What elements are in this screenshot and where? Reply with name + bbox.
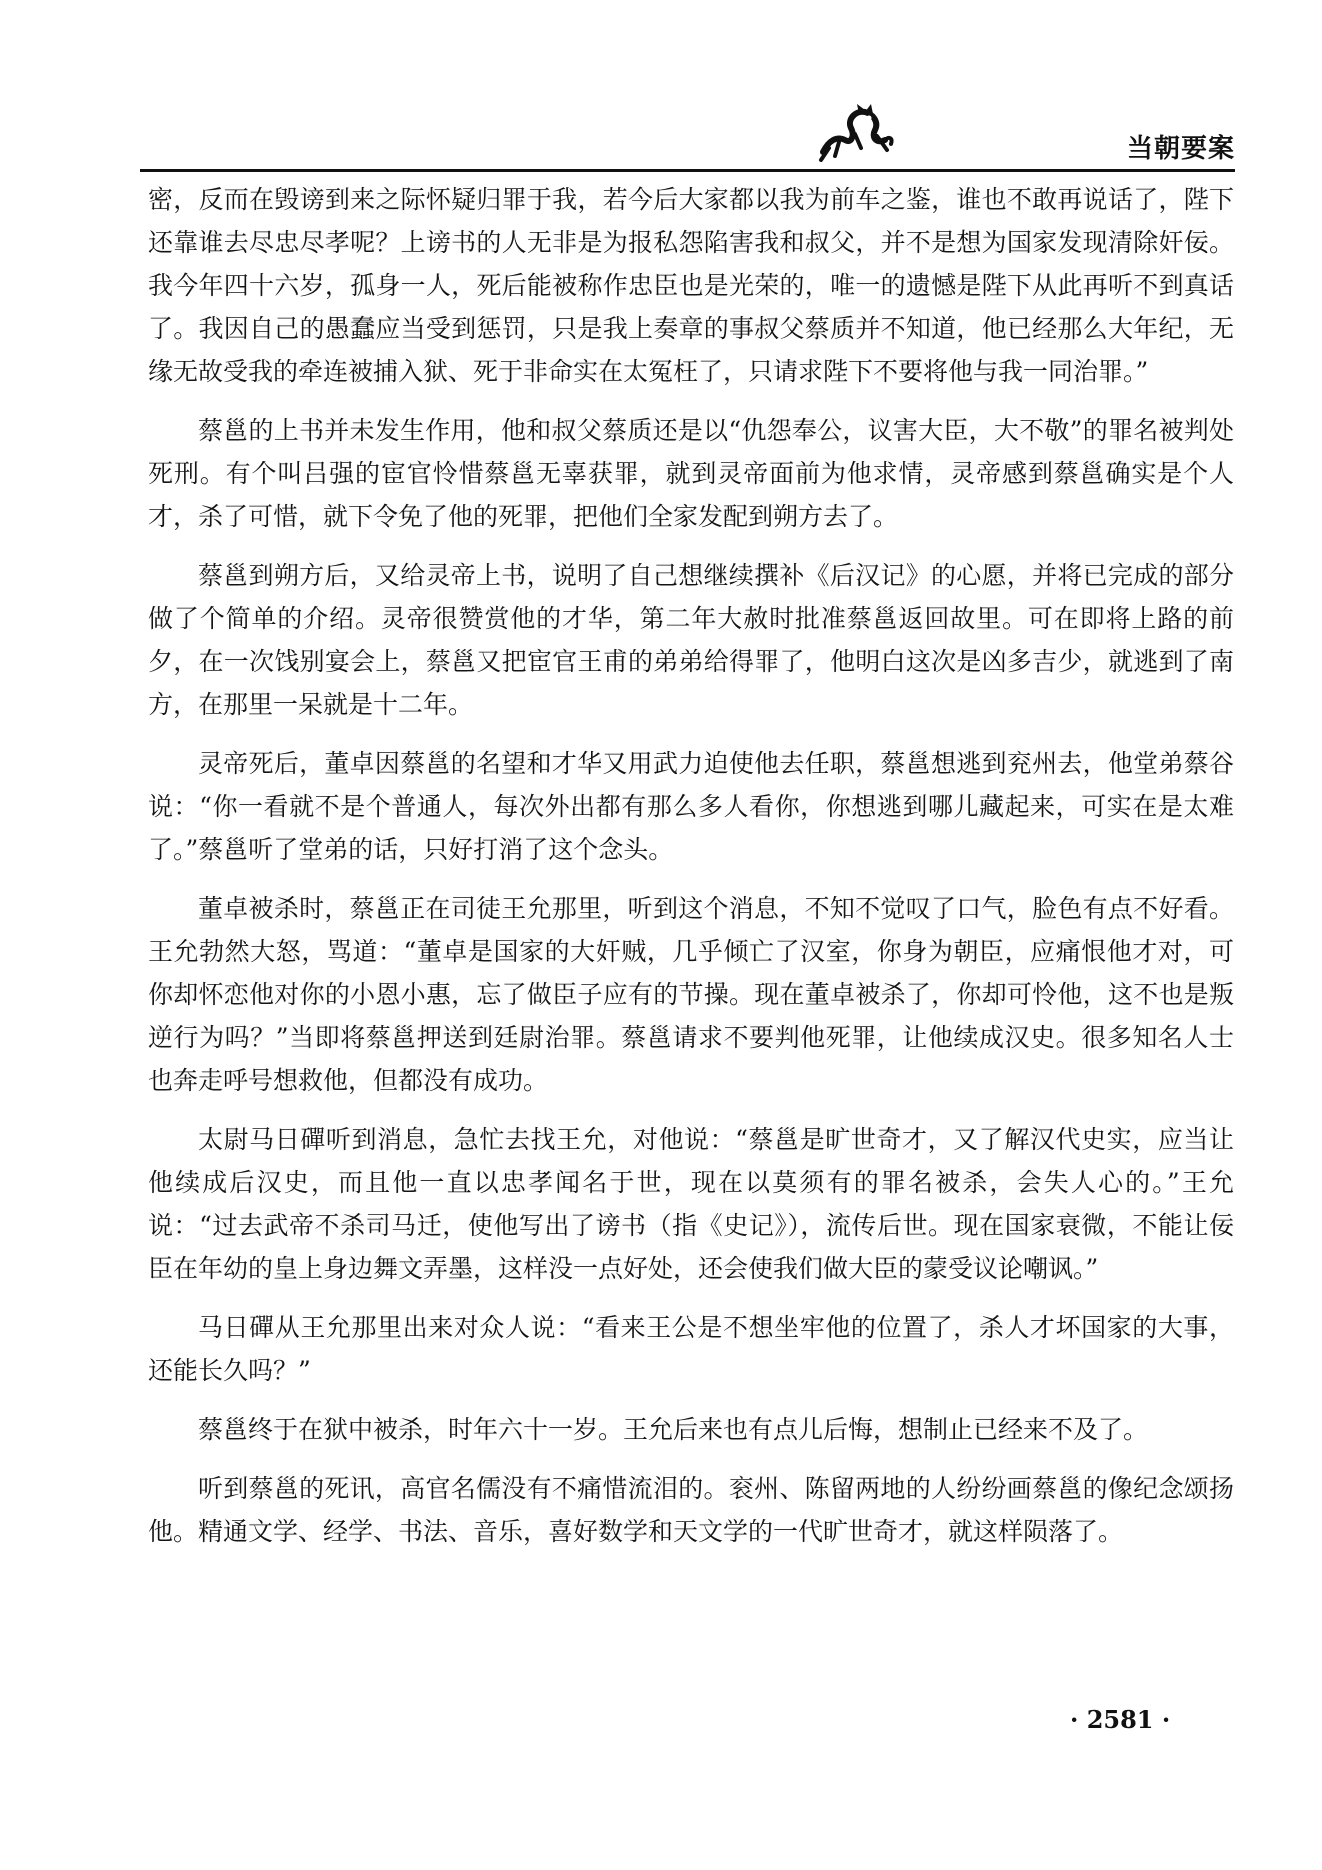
paragraph: 灵帝死后，董卓因蔡邕的名望和才华又用武力迫使他去任职，蔡邕想逃到兖州去，他堂弟蔡谷说：“你一看就不是个普通人，每次外出都有那么多人看你，你想逃到哪儿藏起来，可实在是太难了。”蔡邕听了堂弟的话，只好打消了这个念头。 bbox=[148, 749, 1234, 864]
dragon-emblem-icon bbox=[815, 100, 895, 168]
body-text bbox=[148, 178, 1234, 1569]
paragraph: 蔡邕到朔方后，又给灵帝上书，说明了自己想继续撰补《后汉记》的心愿，并将已完成的部分做了个简单的介绍。灵帝很赞赏他的才华，第二年大赦时批准蔡邕返回故里。可在即将上路的前夕，在一次饯别宴会上，蔡邕又把宦官王甫的弟弟给得罪了，他明白这次是凶多吉少，就逃到了南方，在那里一呆就是十二年。 bbox=[148, 561, 1234, 719]
paragraph: 蔡邕的上书并未发生作用，他和叔父蔡质还是以“仇怨奉公，议害大臣，大不敬”的罪名被判处死刑。有个叫吕强的宦官怜惜蔡邕无辜获罪，就到灵帝面前为他求情，灵帝感到蔡邕确实是个人才，杀了可惜，就下令免了他的死罪，把他们全家发配到朔方去了。 bbox=[148, 416, 1234, 531]
paragraph: 密，反而在毁谤到来之际怀疑归罪于我，若今后大家都以我为前车之鉴，谁也不敢再说话了，陛下还靠谁去尽忠尽孝呢？上谤书的人无非是为报私怨陷害我和叔父，并不是想为国家发现清除奸佞。我今年四十六岁，孤身一人，死后能被称作忠臣也是光荣的，唯一的遗憾是陛下从此再听不到真话了。我因自己的愚蠢应当受到惩罚，只是我上奏章的事叔父蔡质并不知道，他已经那么大年纪，无缘无故受我的牵连被捕入狱、死于非命实在太冤枉了，只请求陛下不要将他与我一同治罪。” bbox=[148, 185, 1234, 386]
paragraph: 董卓被杀时，蔡邕正在司徒王允那里，听到这个消息，不知不觉叹了口气，脸色有点不好看。王允勃然大怒，骂道：“董卓是国家的大奸贼，几乎倾亡了汉室，你身为朝臣，应痛恨他才对，可你却怀恋他对你的小恩小惠，忘了做臣子应有的节操。现在董卓被杀了，你却可怜他，这不也是叛逆行为吗？”当即将蔡邕押送到廷尉治罪。蔡邕请求不要判他死罪，让他续成汉史。很多知名人士也奔走呼号想救他，但都没有成功。 bbox=[148, 894, 1234, 1095]
page-number: · 2581 · bbox=[1070, 1705, 1171, 1734]
paragraph: 马日磾从王允那里出来对众人说：“看来王公是不想坐牢他的位置了，杀人才坏国家的大事，还能长久吗？” bbox=[148, 1313, 1234, 1385]
paragraph: 太尉马日磾听到消息，急忙去找王允，对他说：“蔡邕是旷世奇才，又了解汉代史实，应当让他续成后汉史，而且他一直以忠孝闻名于世，现在以莫须有的罪名被杀，会失人心的。”王允说：“过去武帝不杀司马迁，使他写出了谤书（指《史记》），流传后世。现在国家衰微，不能让佞臣在年幼的皇上身边舞文弄墨，这样没一点好处，还会使我们做大臣的蒙受议论嘲讽。” bbox=[148, 1125, 1234, 1283]
header-rule bbox=[140, 169, 1235, 172]
running-header-title: 当朝要案 bbox=[1126, 134, 1235, 164]
paragraph: 蔡邕终于在狱中被杀，时年六十一岁。王允后来也有点儿后悔，想制止已经来不及了。 bbox=[198, 1415, 1149, 1444]
paragraph: 听到蔡邕的死讯，高官名儒没有不痛惜流泪的。衮州、陈留两地的人纷纷画蔡邕的像纪念颂扬他。精通文学、经学、书法、音乐，喜好数学和天文学的一代旷世奇才，就这样陨落了。 bbox=[148, 1474, 1234, 1546]
running-header bbox=[140, 100, 1235, 172]
